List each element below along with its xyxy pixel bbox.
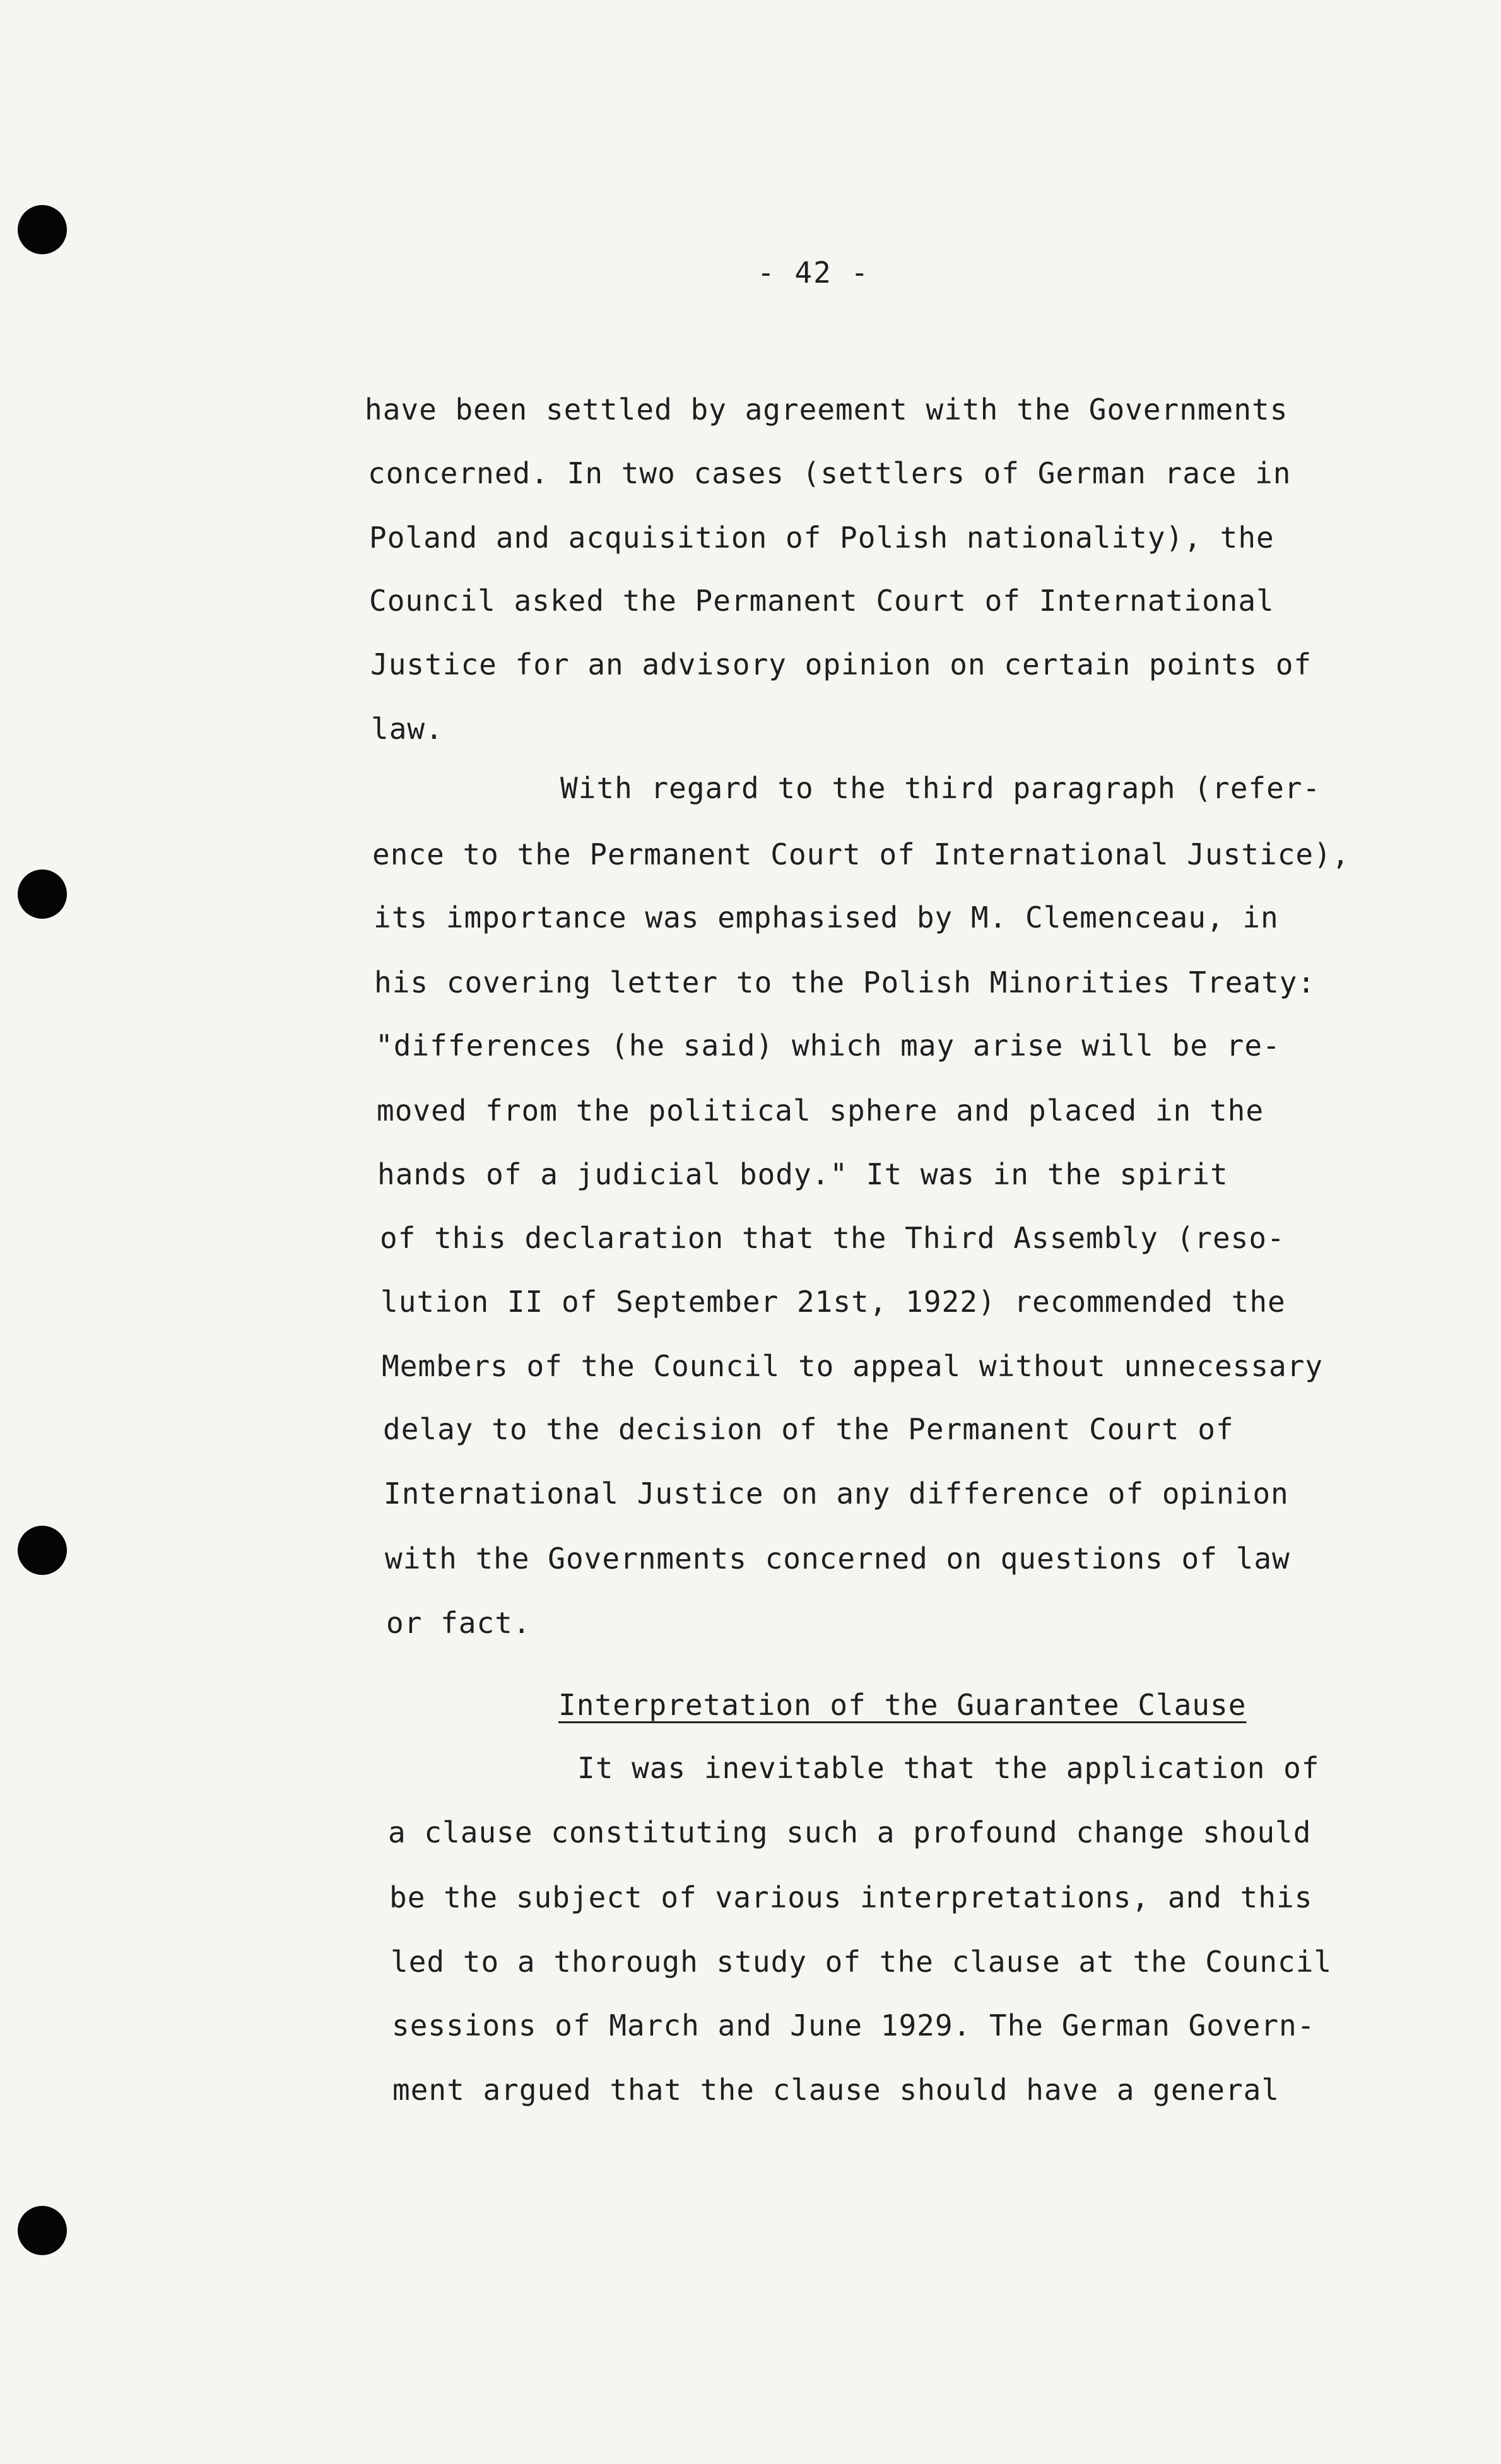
text-line: "differences (he said) which may arise will be re-	[375, 1029, 1281, 1063]
text-line: Justice for an advisory opinion on certain points of	[370, 647, 1312, 681]
text-line: ment argued that the clause should have a general	[392, 2073, 1280, 2107]
text-line: sessions of March and June 1929. The German Govern-	[392, 2008, 1316, 2043]
text-line: Council asked the Permanent Court of International	[369, 584, 1274, 618]
section-heading: Interpretation of the Guarantee Clause	[558, 1688, 1247, 1722]
text-line: led to a thorough study of the clause at the Council	[391, 1945, 1333, 1979]
page-number: - 42 -	[757, 256, 870, 290]
text-line: ence to the Permanent Court of International Justice),	[372, 837, 1350, 871]
text-line: It was inevitable that the application of	[577, 1751, 1320, 1785]
punch-hole-2	[18, 869, 67, 919]
text-line: lution II of September 21st, 1922) recommended the	[380, 1285, 1286, 1319]
text-line: International Justice on any difference of opinion	[384, 1477, 1289, 1511]
text-line: moved from the political sphere and placed in the	[377, 1093, 1264, 1128]
punch-hole-4	[18, 2206, 67, 2255]
text-line: of this declaration that the Third Assembly (reso-	[380, 1221, 1285, 1255]
text-line: a clause constituting such a profound change should	[388, 1815, 1312, 1849]
punch-hole-1	[18, 205, 67, 254]
text-line: Members of the Council to appeal without unnecessary	[382, 1349, 1324, 1383]
text-line: Poland and acquisition of Polish nationality), the	[369, 521, 1274, 555]
text-line: delay to the decision of the Permanent Court of	[383, 1412, 1234, 1446]
text-line: With regard to the third paragraph (refer-	[560, 771, 1321, 805]
text-line: his covering letter to the Polish Minorities Treaty:	[374, 965, 1316, 999]
punch-hole-3	[18, 1526, 67, 1575]
text-line: be the subject of various interpretations, and this	[389, 1880, 1313, 1914]
text-line: with the Governments concerned on questions of law	[385, 1541, 1290, 1576]
text-line: or fact.	[386, 1606, 531, 1640]
text-line: concerned. In two cases (settlers of German race in	[368, 456, 1292, 490]
text-line: have been settled by agreement with the Governments	[365, 392, 1288, 427]
text-line: law.	[371, 712, 444, 746]
text-line: hands of a judicial body." It was in the spirit	[377, 1157, 1228, 1191]
text-line: its importance was emphasised by M. Clemenceau, in	[374, 900, 1279, 934]
